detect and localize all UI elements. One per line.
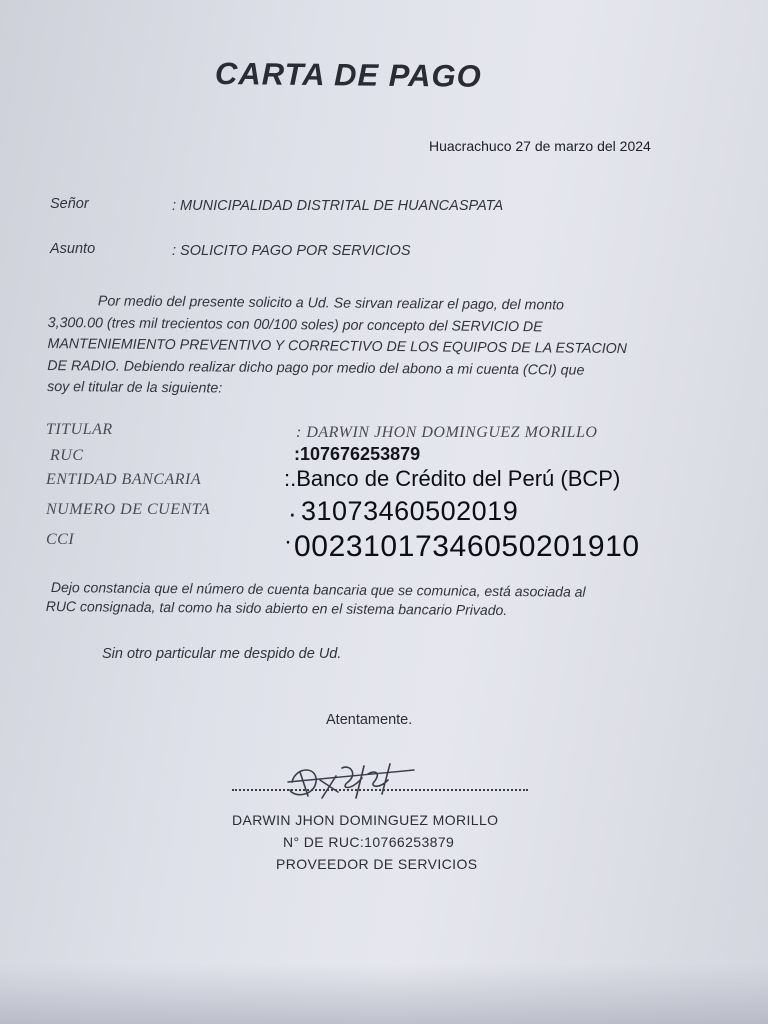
ruc-label: RUC [50, 447, 84, 464]
ruc-value: :10767625387​9 [294, 444, 421, 464]
signature-scribble [278, 752, 418, 808]
cuenta-value: 31073460502019 [301, 496, 519, 526]
entidad-value: :.Banco de Crédito del Perú (BCP) [284, 466, 621, 491]
titular-label: TITULAR [46, 421, 113, 438]
cuenta-label: NUMERO DE CUENTA [46, 501, 211, 518]
entidad-label: ENTIDAD BANCARIA [46, 471, 202, 488]
body-line: soy el titular de la siguiente: [47, 378, 223, 397]
body-line: 3,300.00 (tres mil trecientos con 00/100 soles) por concepto del SERVICIO DE [47, 314, 543, 335]
date-line: Huacrachuco 27 de marzo del 2024 [429, 138, 651, 154]
constancia-line: RUC consignada, tal como ha sido abierto en el sistema bancario Privado. [45, 597, 508, 619]
titular-value: : DARWIN JHON DOMINGUEZ MORILLO [296, 424, 598, 441]
signature-ruc: N° DE RUC:10766253879 [283, 834, 455, 850]
closing-line: Sin otro particular me despido de Ud. [102, 646, 342, 662]
senor-label: Señor [50, 196, 89, 212]
body-paragraph [47, 291, 688, 404]
constancia-line: Dejo constancia que el número de cuenta bancaria que se comunica, está asociada al [50, 579, 586, 600]
page-bottom-shadow [0, 964, 768, 1024]
asunto-label: Asunto [50, 241, 96, 257]
cci-label: CCI [46, 531, 75, 548]
signature-role: PROVEEDOR DE SERVICIOS [276, 856, 478, 872]
body-line: DE RADIO. Debiendo realizar dicho pago por medio del abono a mi cuenta (CCI) que [47, 357, 585, 379]
senor-value: : MUNICIPALIDAD DISTRITAL DE HUANCASPATA [172, 198, 504, 214]
cuenta-colon: · [288, 498, 297, 528]
document-title: CARTA DE PAGO [214, 56, 482, 94]
signature-name: DARWIN JHON DOMINGUEZ MORILLO [232, 812, 499, 828]
constancia-paragraph [46, 578, 706, 622]
cci-value: 00231017346050201910 [294, 530, 640, 563]
asunto-value: : SOLICITO PAGO POR SERVICIOS [172, 243, 411, 259]
atentamente: Atentamente. [326, 712, 413, 728]
body-line: MANTENIEMIENTO PREVENTIVO Y CORRECTIVO DE LOS EQUIPOS DE LA ESTACION [47, 335, 628, 358]
body-line: Por medio del presente solicito a Ud. Se sirvan realizar el pago, del monto [97, 293, 565, 314]
cci-colon: · [284, 528, 292, 555]
signature-line [232, 789, 528, 791]
